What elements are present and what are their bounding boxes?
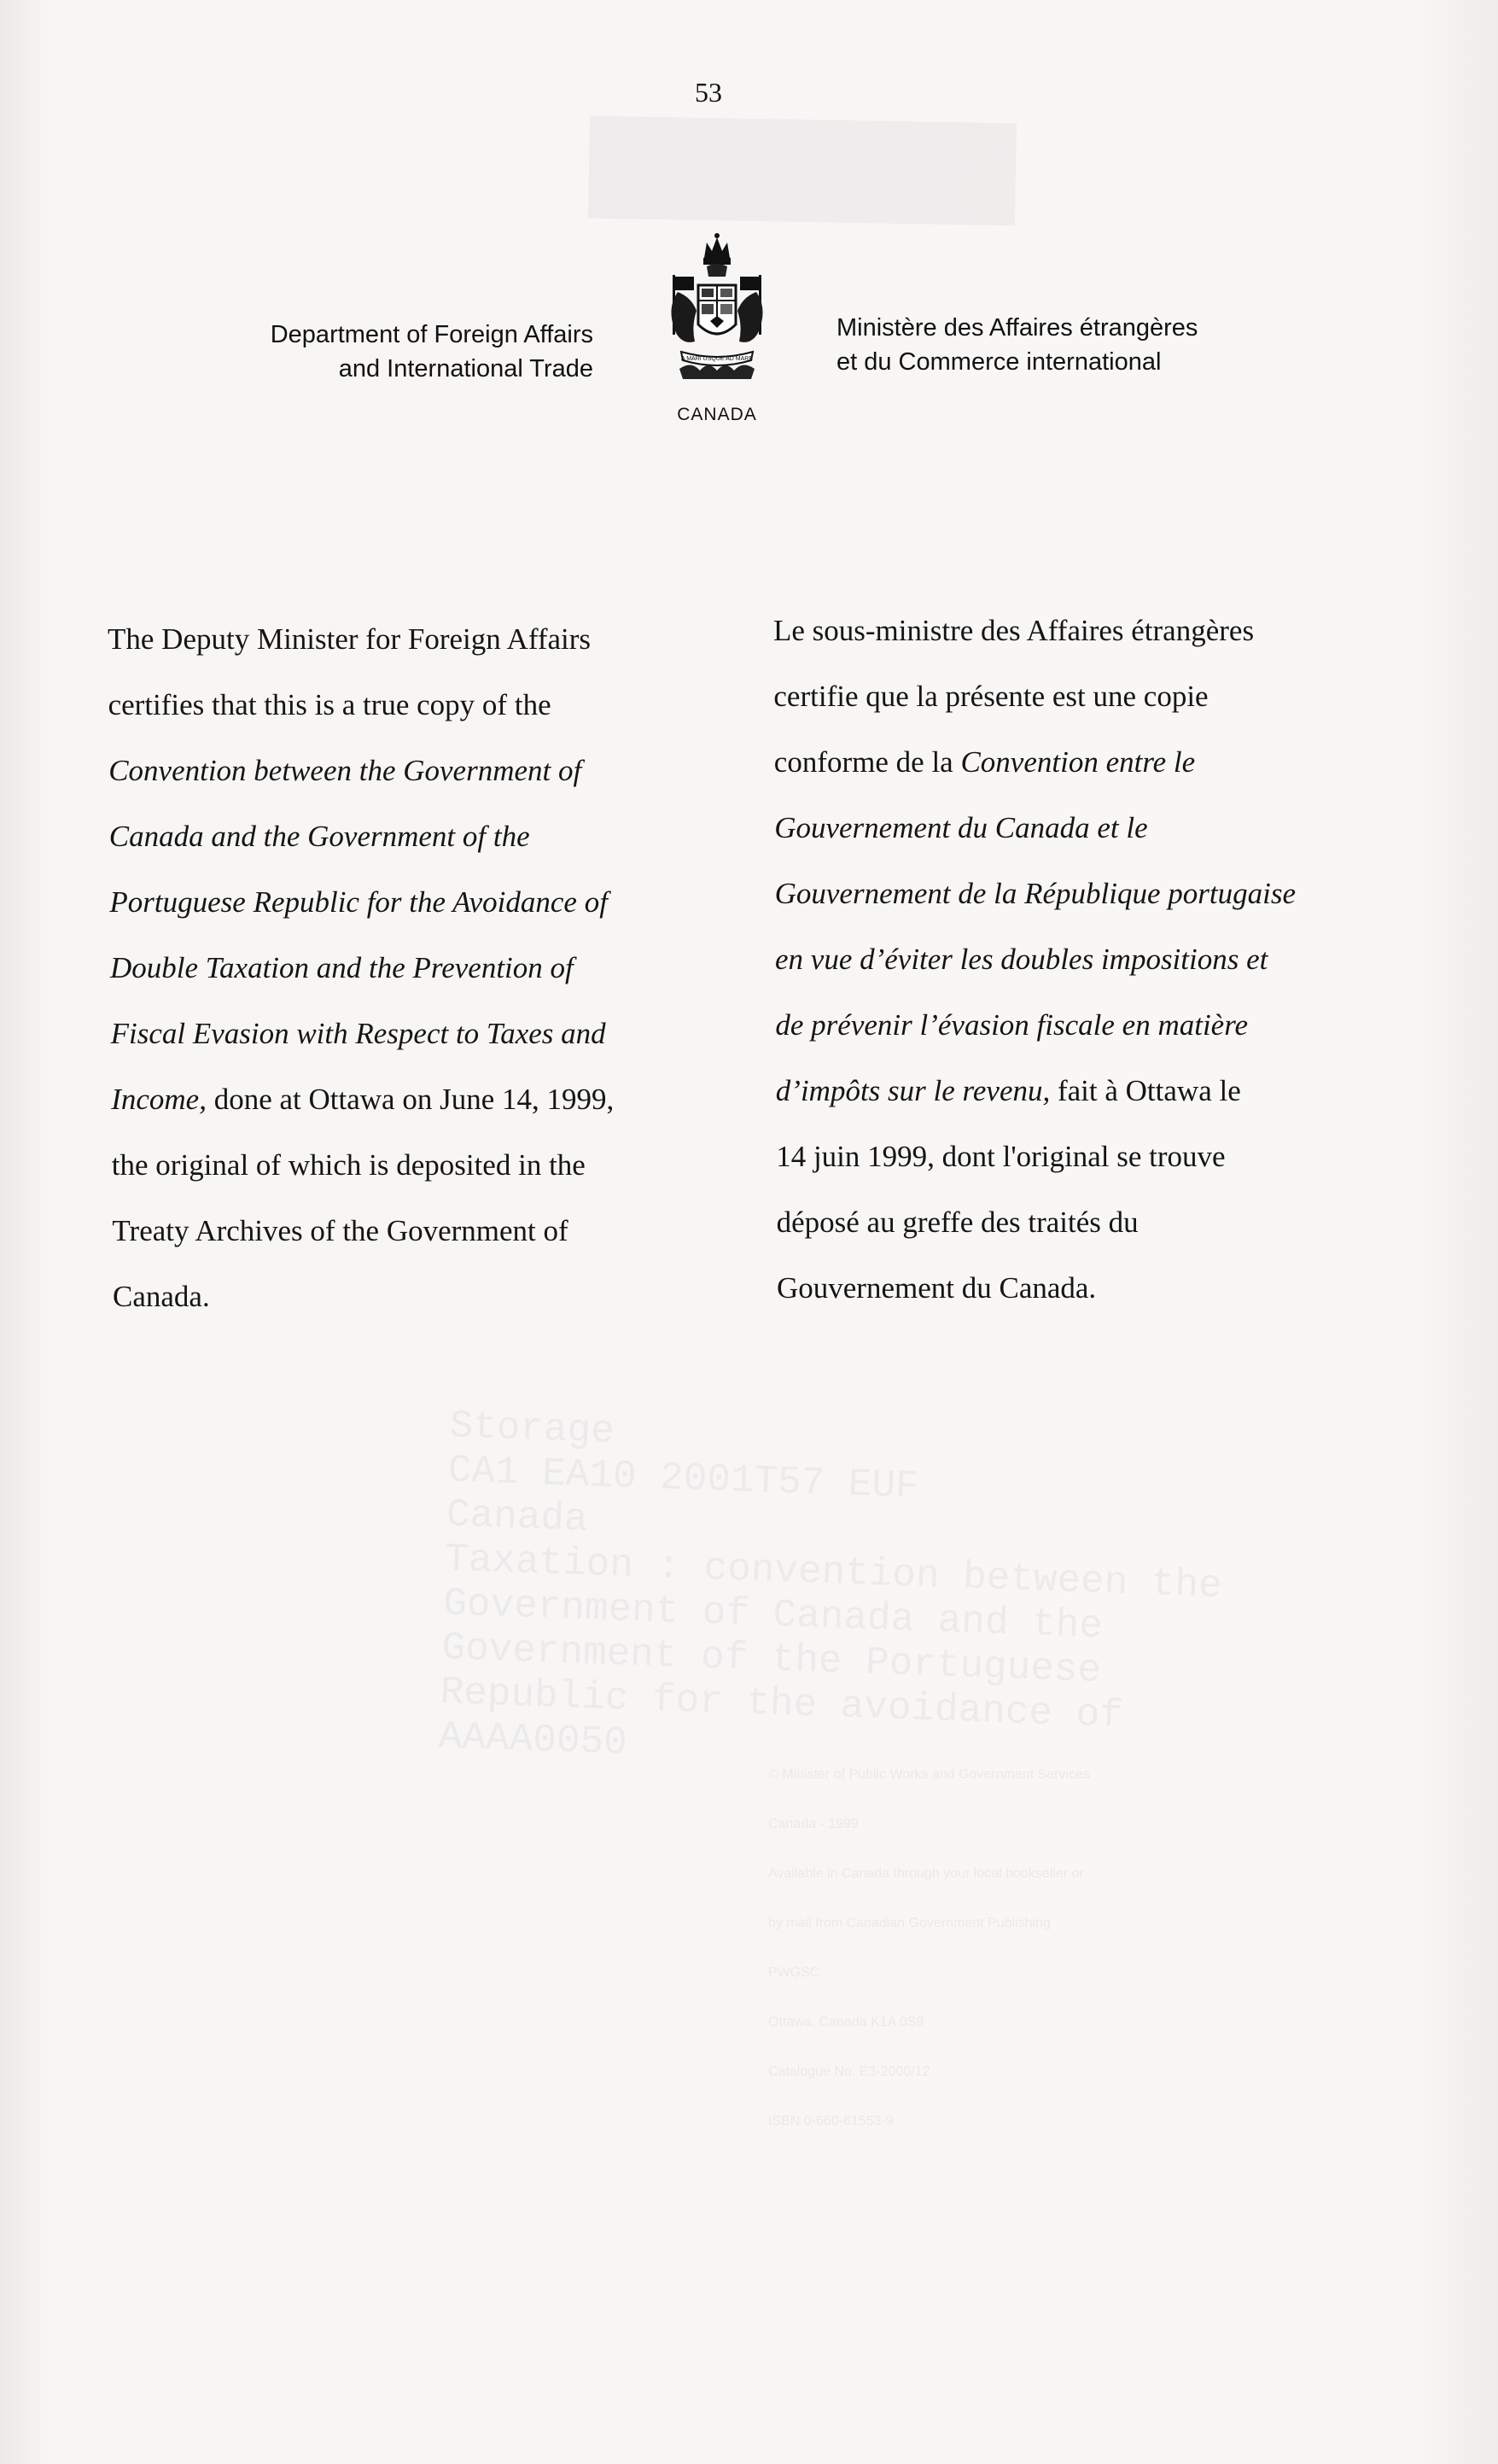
certification-text-french xyxy=(773,608,1388,1331)
department-name-french xyxy=(836,311,1280,379)
svg-text:A MARI USQUE AD MARE: A MARI USQUE AD MARE xyxy=(680,356,754,362)
text-line xyxy=(108,682,706,748)
text-segment: déposé au greffe des traités du xyxy=(776,1206,1139,1239)
text-line xyxy=(773,608,1388,674)
text-line xyxy=(774,805,1389,871)
text-segment: Treaty Archives of the Government of xyxy=(112,1214,568,1247)
text-segment: fait à Ottawa le xyxy=(1050,1074,1241,1107)
treaty-title-segment: Fiscal Evasion with Respect to Taxes and xyxy=(110,1017,606,1050)
text-segment: Gouvernement du Canada. xyxy=(777,1271,1097,1305)
text-line xyxy=(776,1134,1390,1200)
text-segment: the original of which is deposited in the xyxy=(111,1148,586,1182)
coat-of-arms-icon xyxy=(657,232,777,403)
text-line xyxy=(112,1142,709,1208)
page-number: 53 xyxy=(695,77,722,108)
text-line xyxy=(108,748,706,814)
country-label: CANADA xyxy=(677,405,757,424)
treaty-title-segment: Income, xyxy=(111,1083,207,1116)
text-line xyxy=(775,937,1390,1002)
department-en-line-2: and International Trade xyxy=(338,355,593,382)
text-line xyxy=(110,945,708,1011)
text-segment: done at Ottawa on June 14, 1999, xyxy=(206,1083,615,1116)
text-line xyxy=(112,1208,709,1274)
certification-text-english xyxy=(108,616,705,1340)
text-line xyxy=(775,1002,1390,1068)
treaty-title-segment: Gouvernement de la République portugaise xyxy=(774,877,1297,910)
text-line xyxy=(774,739,1389,805)
text-line xyxy=(109,879,707,945)
text-segment: The Deputy Minister for Foreign Affairs xyxy=(108,622,592,656)
text-segment: Canada. xyxy=(113,1280,210,1313)
bleed-through-library-label: Storage CA1 EA10 2001T57 EUF Canada Taxation : convention between the Government of Canada and the Government of the Portuguese Republic for the avoidance of AAAA0050 xyxy=(438,1404,1223,1766)
text-line xyxy=(775,871,1390,937)
text-line xyxy=(777,1200,1391,1265)
text-segment: certifie que la présente est une copie xyxy=(773,680,1209,713)
treaty-title-segment: Gouvernement du Canada et le xyxy=(774,811,1148,844)
treaty-title-segment: Convention between the Government of xyxy=(108,754,582,787)
bleed-through-smudge xyxy=(588,116,1017,226)
treaty-title-segment: en vue d’éviter les doubles impositions et xyxy=(775,943,1268,976)
department-fr-line-1: Ministère des Affaires étrangères xyxy=(836,314,1198,342)
department-name-english xyxy=(222,318,593,386)
text-line xyxy=(109,814,707,879)
treaty-title-segment: d’impôts sur le revenu, xyxy=(775,1074,1051,1107)
text-line xyxy=(773,674,1388,739)
department-en-line-1: Department of Foreign Affairs xyxy=(270,321,593,348)
treaty-title-segment: Portuguese Republic for the Avoidance of xyxy=(109,885,608,919)
text-line xyxy=(111,1011,708,1077)
text-line xyxy=(111,1077,708,1142)
text-segment: certifies that this is a true copy of the xyxy=(108,688,551,721)
treaty-title-segment: de prévenir l’évasion fiscale en matière xyxy=(775,1008,1249,1042)
text-segment: 14 juin 1999, dont l'original se trouve xyxy=(776,1140,1226,1173)
treaty-title-segment: Double Taxation and the Prevention of xyxy=(110,951,574,984)
text-segment: conforme de la xyxy=(773,745,961,779)
treaty-title-segment: Convention entre le xyxy=(960,745,1196,779)
text-line xyxy=(777,1265,1391,1331)
department-fr-line-2: et du Commerce international xyxy=(836,348,1162,376)
bleed-through-imprint: © Minister of Public Works and Government Services Canada - 1999 Available in Canada through your local bookseller or by mail from Canadian Government Publishing PWGSC Ottawa, Canada K1A 0S9 Catalogue No. E3-2000/12 ISBN 0-660-61553-9 xyxy=(768,1767,1090,2128)
text-line xyxy=(113,1274,710,1340)
text-line xyxy=(776,1068,1390,1134)
treaty-title-segment: Canada and the Government of the xyxy=(108,820,530,853)
text-line xyxy=(108,616,705,682)
text-segment: Le sous-ministre des Affaires étrangères xyxy=(773,614,1255,647)
